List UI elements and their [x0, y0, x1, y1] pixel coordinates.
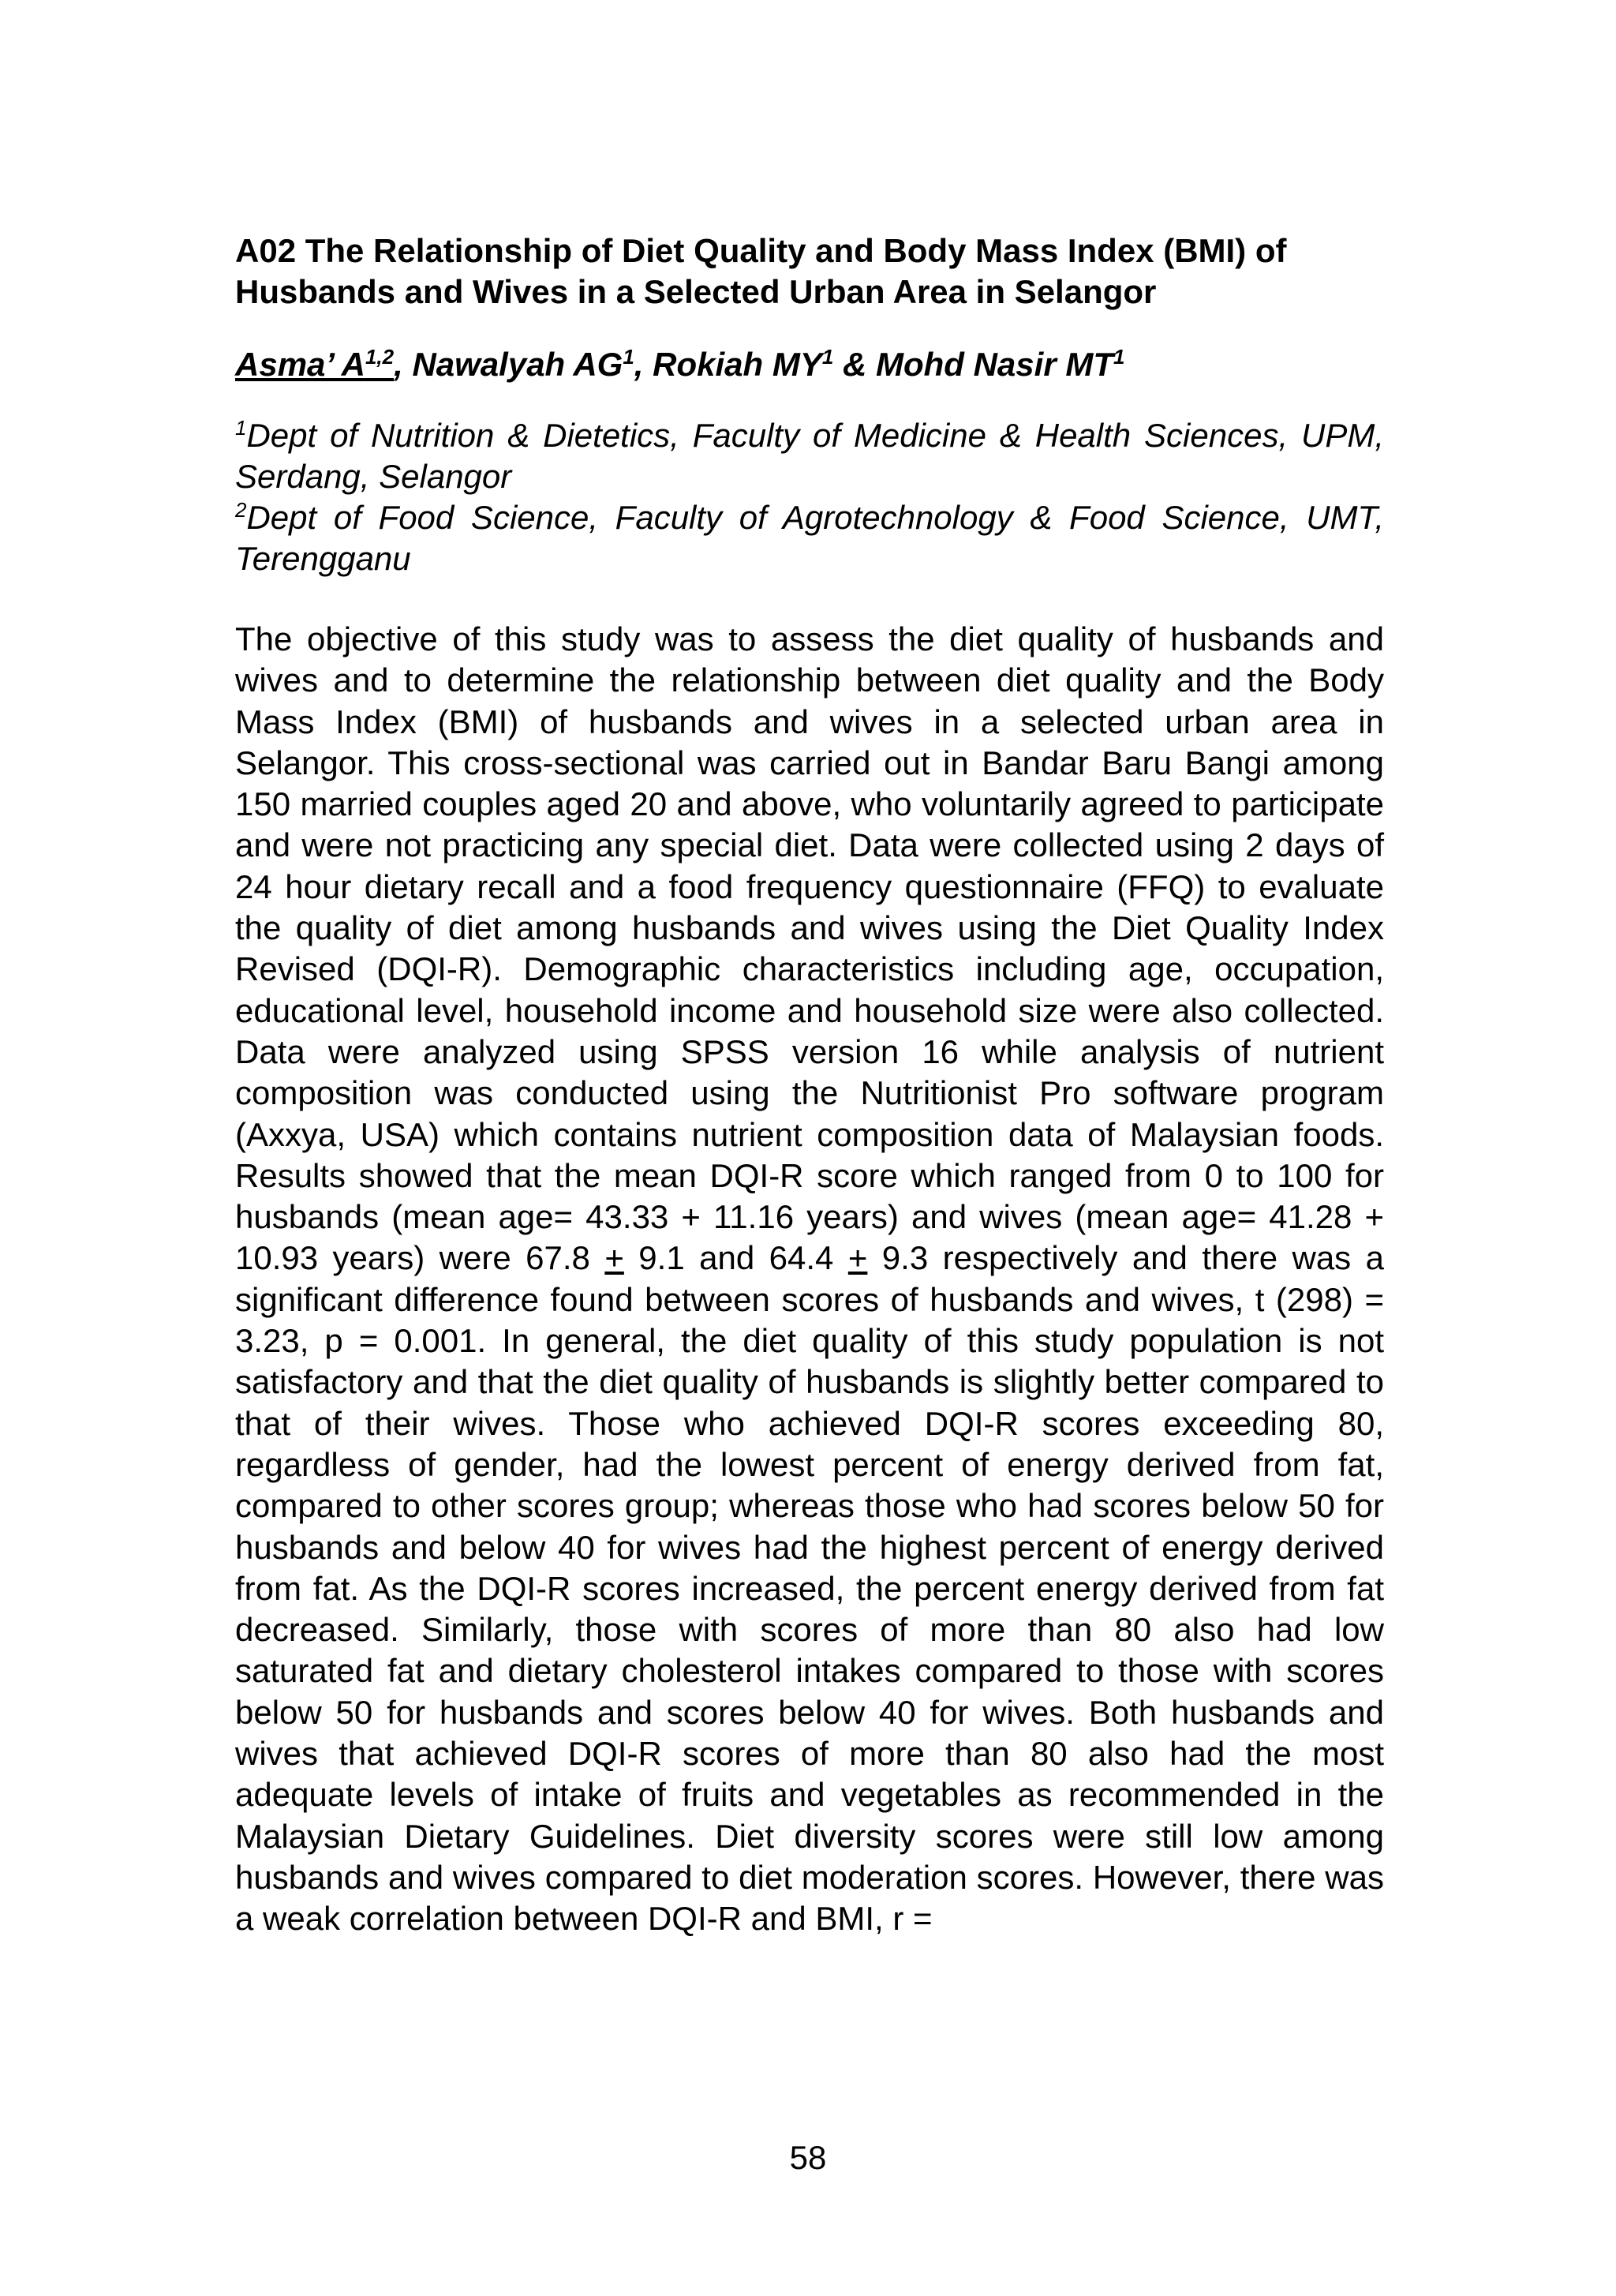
author-separator: , [394, 346, 413, 383]
author-name: Rokiah MY [653, 346, 822, 383]
page-number: 58 [789, 2139, 827, 2176]
affiliation-marker: 2 [235, 498, 247, 522]
author-name: Asma’ A [235, 346, 365, 383]
abstract-text: 9.3 respectively and there was a significant difference found between scores of husbands and wives, t (298) = 3.23, p = 0.001. In general, the diet quality of this study population is not satisfactory and that the diet quality of husbands is slightly better compared to that of their wives. Those who achieved DQI-R scores exceeding 80, regardless of gender, had the lowest percent of energy derived from fat, compared to other scores group; whereas those who had scores below 50 for husbands and below 40 for wives had the highest percent of energy derived from fat. As the DQI-R scores increased, the percent energy derived from fat decreased. Similarly, those with scores of more than 80 also had low saturated fat and dietary cholesterol intakes compared to those with scores below 50 for husbands and scores below 40 for wives. Both husbands and wives that achieved DQI-R scores of more than 80 also had the most adequate levels of intake of fruits and vegetables as recommended in the Malaysian Dietary Guidelines. Diet diversity scores were still low among husbands and wives compared to diet moderation scores. However, there was a weak correlation between DQI-R and BMI, r = [235, 1239, 1384, 1938]
affiliation-list [235, 415, 1384, 579]
author-list [235, 344, 1384, 385]
affiliation-text: Dept of Food Science, Faculty of Agrotechnology & Food Science, UMT, Terengganu [235, 499, 1384, 577]
author-name: Mohd Nasir MT [875, 346, 1113, 383]
affiliation-text: Dept of Nutrition & Dietetics, Faculty of Medicine & Health Sciences, UPM, Serdang, Selangor [235, 417, 1384, 495]
plus-minus-sign: + [604, 1239, 624, 1277]
abstract-body [235, 619, 1384, 1940]
author-affiliation-marker: 1 [623, 345, 634, 369]
abstract-text: The objective of this study was to assess the diet quality of husbands and wives and to determine the relationship between diet quality and the Body Mass Index (BMI) of husbands and wives in a selected urban area in Selangor. This cross-sectional was carried out in Bandar Baru Bangi among 150 married couples aged 20 and above, who voluntarily agreed to participate and were not practicing any special diet. Data were collected using 2 days of 24 hour dietary recall and a food frequency questionnaire (FFQ) to evaluate the quality of diet among husbands and wives using the Diet Quality Index Revised (DQI-R). Demographic characteristics including age, occupation, educational level, household income and household size were also collected. Data were analyzed using SPSS version 16 while analysis of nutrient composition was conducted using the Nutritionist Pro software program (Axxya, USA) which contains nutrient composition data of Malaysian foods. Results showed that the mean DQI-R score which ranged from 0 to 100 for husbands (mean age= 43.33 + 11.16 years) and wives (mean age= 41.28 + 10.93 years) were 67.8 [235, 620, 1384, 1277]
author-first [235, 346, 394, 383]
author-name: Nawalyah AG [412, 346, 623, 383]
affiliation-item [235, 415, 1384, 497]
author-affiliation-marker: 1 [1113, 345, 1125, 369]
author-separator: & [833, 346, 876, 383]
paper-title: A02 The Relationship of Diet Quality and Body Mass Index (BMI) of Husbands and Wives in a Selected Urban Area in Selangor [235, 232, 1287, 310]
plus-minus-sign: + [847, 1239, 868, 1277]
affiliation-item [235, 497, 1384, 579]
author-affiliation-marker: 1 [821, 345, 834, 369]
author-affiliation-marker: 1,2 [365, 345, 395, 369]
affiliation-marker: 1 [235, 416, 247, 440]
document-content [235, 230, 1384, 1940]
author-separator: , [634, 346, 653, 383]
abstract-text: 9.1 and 64.4 [623, 1239, 848, 1277]
